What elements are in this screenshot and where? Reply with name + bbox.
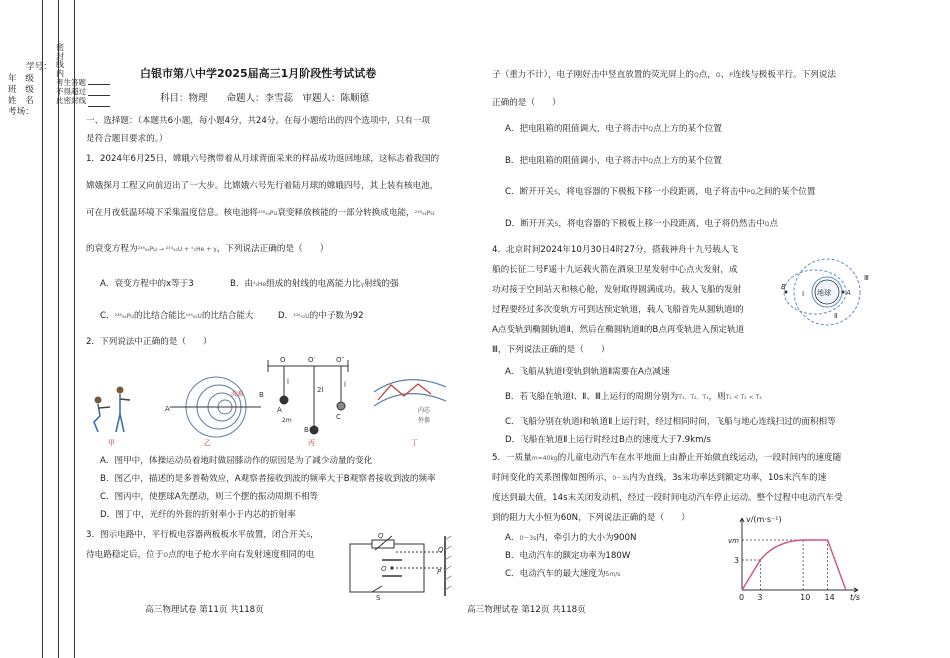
earth-label: 地球: [817, 289, 831, 297]
figure-jia-gymnast: [94, 387, 130, 433]
page-title: 白银市第八中学2025届高三1月阶段性考试试卷: [140, 67, 377, 80]
q5-line3: 度达到最大值，14s末关闭发动机，经过一段时间电动汽车停止运动。整个过程中电动汽车受: [492, 493, 843, 503]
q1-option-d: D．²³⁴₉₂U的中子数为92: [278, 311, 364, 321]
svg-text:C: C: [336, 413, 341, 421]
svg-text:B: B: [304, 426, 309, 434]
q5-option-c: C．电动汽车的最大速度为5m/s: [505, 569, 621, 579]
x-tick-label: 10: [800, 593, 811, 602]
blank-line-1: [88, 84, 110, 85]
svg-text:A: A: [846, 289, 851, 297]
q4-line5: A点变轨到椭圆轨道Ⅱ，然后在椭圆轨道Ⅱ的B点再变轨进入预定轨道: [492, 325, 745, 335]
q2-option-b: B．图乙中，描述的是多普勒效应，A观察者接收到波的频率大于B观察者接收到波的频率: [100, 474, 436, 484]
q5-option-b: B．电动汽车的额定功率为180W: [505, 551, 631, 561]
x-tick-label: 0: [739, 593, 745, 602]
q3-option-b: B．把电阻箱的阻值调小，电子将击中Q点上方的某个位置: [505, 156, 722, 166]
student-id-label: 学号：: [26, 62, 52, 72]
svg-text:B: B: [259, 391, 264, 399]
margin-line-1: [42, 0, 43, 658]
q4-line1: 4．北京时间2024年10月30日4时27分，搭载神舟十九号载人飞: [492, 245, 739, 255]
q2-option-a: A．图甲中，体操运动员着地时做屈膝动作的原因是为了减少动量的变化: [100, 456, 373, 466]
velocity-series-line: [742, 540, 846, 590]
vm-label: vm: [728, 537, 739, 545]
figure-bing-pendulums: [268, 360, 348, 434]
fig-label-bing: 丙: [308, 439, 315, 447]
q5-line4: 到的阻力大小恒为60N，下列说法正确的是（ ）: [492, 513, 690, 523]
q5-velocity-chart: [724, 516, 864, 606]
q3-circuit-figure: [342, 530, 462, 602]
q4-line2: 船的长征二号F遥十九运载火箭在酒泉卫星发射中心点火发射，成: [492, 265, 738, 275]
right-footer: 高三物理试卷 第12页 共118页: [467, 605, 586, 615]
room-label: 考场：: [8, 107, 34, 117]
q1-line1: 1．2024年6月25日，嫦娥六号携带着从月球背面采来的样品成功返回地球，这标志着我国的: [86, 154, 440, 164]
q4-option-d: D．飞船在轨道Ⅱ上运行时经过B点的速度大于7.9km/s: [505, 435, 711, 445]
seal-text: 密 封 线 内: [56, 43, 64, 78]
q1-option-b: B．由⁴₂He组成的射线的电离能力比γ射线的强: [230, 279, 399, 289]
q4-option-c: C．飞船分别在轨道Ⅰ和轨道Ⅱ上运行时，经过相同时间，飞船与地心连线扫过的面积相等: [505, 417, 836, 427]
svg-text:O″: O″: [336, 356, 345, 364]
figure-ding-fiber: [374, 380, 446, 406]
q5-line2: 时间变化的关系图像如图所示，0～3s内为直线，3s末功率达到额定功率，10s末汽车的速: [492, 473, 827, 483]
fig-label-ding: 丁: [411, 439, 418, 447]
x-tick-label: 14: [824, 593, 835, 602]
q3-line2: 待电路稳定后，位于O点的电子枪水平向右发射速度相同的电: [86, 550, 315, 560]
left-footer: 高三物理试卷 第11页 共118页: [145, 605, 264, 615]
x-tick-label: 3: [757, 593, 763, 602]
svg-text:Ⅲ: Ⅲ: [864, 274, 869, 282]
fig-label-jia: 甲: [108, 439, 115, 447]
q3-cont-line1: 子（重力不计），电子刚好击中竖直放置的荧光屏上的Q点，O、P连线与极板平行。下列说法: [492, 70, 837, 80]
svg-text:O′: O′: [308, 356, 316, 364]
x-axis-label: t/s: [850, 593, 860, 602]
svg-text:A: A: [277, 406, 282, 414]
q1-line4: 的衰变方程为²³⁸₉₄Pu → ²³⁴₉₂U + ˣ₂He + γ，下列说法正确的是（ ）: [86, 244, 329, 254]
svg-text:Q: Q: [438, 546, 444, 554]
q3-cont-line2: 正确的是（ ）: [492, 98, 561, 108]
q4-line4: 过程要经过多次变轨方可到达预定轨道，载人飞船首先从圆轨道Ⅰ的: [492, 305, 744, 315]
svg-text:波源: 波源: [231, 391, 244, 398]
q4-line3: 功对接于空间站天和核心舱，发射取得圆满成功。载人飞船的发射: [492, 285, 742, 295]
q4-orbit-figure: [782, 244, 882, 324]
exam-info: 科目：物理 命题人：李雪蕊 审题人：陈顺德: [160, 93, 370, 104]
q2-option-d: D．图丁中，光纤的外套的折射率小于内芯的折射率: [100, 510, 296, 520]
q3-line1: 3．图示电路中，平行板电容器两板板水平放置，闭合开关S，: [86, 530, 319, 540]
q2-stem: 2．下列说法中正确的是（ ）: [86, 337, 212, 347]
svg-text:外套: 外套: [418, 417, 431, 424]
q1-option-a: A．衰变方程中的x等于3: [100, 279, 194, 289]
blank-line-2: [88, 95, 110, 96]
q1-line2: 嫦娥探月工程又向前迈出了一大步。比嫦娥六号先行着陆月球的嫦娥四号，其上装有核电池，: [86, 181, 439, 191]
svg-text:Ⅰ: Ⅰ: [802, 290, 805, 298]
y-axis-label: v/(m·s⁻¹): [746, 515, 782, 524]
svg-text:B: B: [781, 283, 786, 291]
section-heading: 一、选择题：（本题共6小题，每小题4分，共24分。在每小题给出的四个选项中，只有一项: [86, 116, 431, 126]
q3-option-a: A．把电阻箱的阻值调大，电子将击中Q点上方的某个位置: [505, 124, 722, 134]
svg-text:O: O: [381, 565, 387, 573]
svg-text:2m: 2m: [282, 417, 292, 424]
side-notes: 考生答题 不得超过 此密封线: [56, 78, 86, 105]
section-heading-cont: 是符合题目要求的。）: [86, 134, 168, 144]
svg-text:A: A: [165, 405, 170, 413]
grade-label: 年 级: [8, 74, 34, 84]
svg-text:l: l: [287, 378, 289, 386]
name-label: 姓 名: [8, 96, 34, 106]
q4-option-a: A．飞船从轨道Ⅰ变轨到轨道Ⅱ需要在A点减速: [505, 367, 670, 377]
svg-text:P: P: [437, 568, 442, 576]
blank-line-3: [88, 106, 110, 107]
q1-option-c: C．²³⁸₉₄Pu的比结合能比²³⁴₉₂U的比结合能大: [100, 311, 254, 321]
svg-text:内芯: 内芯: [418, 407, 431, 414]
svg-text:l: l: [344, 381, 346, 389]
q4-line6: Ⅲ，下列说法正确的是（ ）: [492, 345, 610, 355]
q3-option-d: D．断开开关S，将电容器的下极板上移一小段距离，电子将仍然击中Q点: [505, 219, 779, 229]
svg-text:Ⅱ: Ⅱ: [834, 312, 838, 320]
svg-text:O: O: [280, 356, 286, 364]
q2-figures: [86, 352, 456, 452]
fig-label-yi: 乙: [204, 439, 211, 447]
svg-text:S: S: [376, 594, 381, 602]
q5-option-a: A．0～3s内，牵引力的大小为900N: [505, 533, 637, 543]
class-label: 班 级: [8, 85, 34, 95]
svg-text:2l: 2l: [317, 386, 324, 394]
svg-text:Q: Q: [378, 532, 384, 540]
q5-line1: 5．一质量m=40kg的儿童电动汽车在水平地面上由静止开始做直线运动，一段时间内的速度随: [492, 453, 842, 463]
figure-yi-doppler: [170, 377, 261, 437]
q2-option-c: C．图丙中，使摆球A先摆动，则三个摆的振动周期不相等: [100, 492, 319, 502]
q4-option-b: B．若飞船在轨道Ⅰ、Ⅱ、Ⅲ上运行的周期分别为T₁、T₂、T₃，则T₁ < T₂ < T₃: [505, 392, 762, 402]
q3-option-c: C．断开开关S，将电容器的下极板下移一小段距离，电子将击中PQ之间的某个位置: [505, 187, 816, 197]
y-tick-label: 3: [734, 556, 740, 565]
q1-line3: 可在月夜低温环境下采集温度信息。核电池将²³⁸₉₄Pu衰变释放核能的一部分转换成电能，²³⁸₉₄Pu: [86, 208, 435, 218]
